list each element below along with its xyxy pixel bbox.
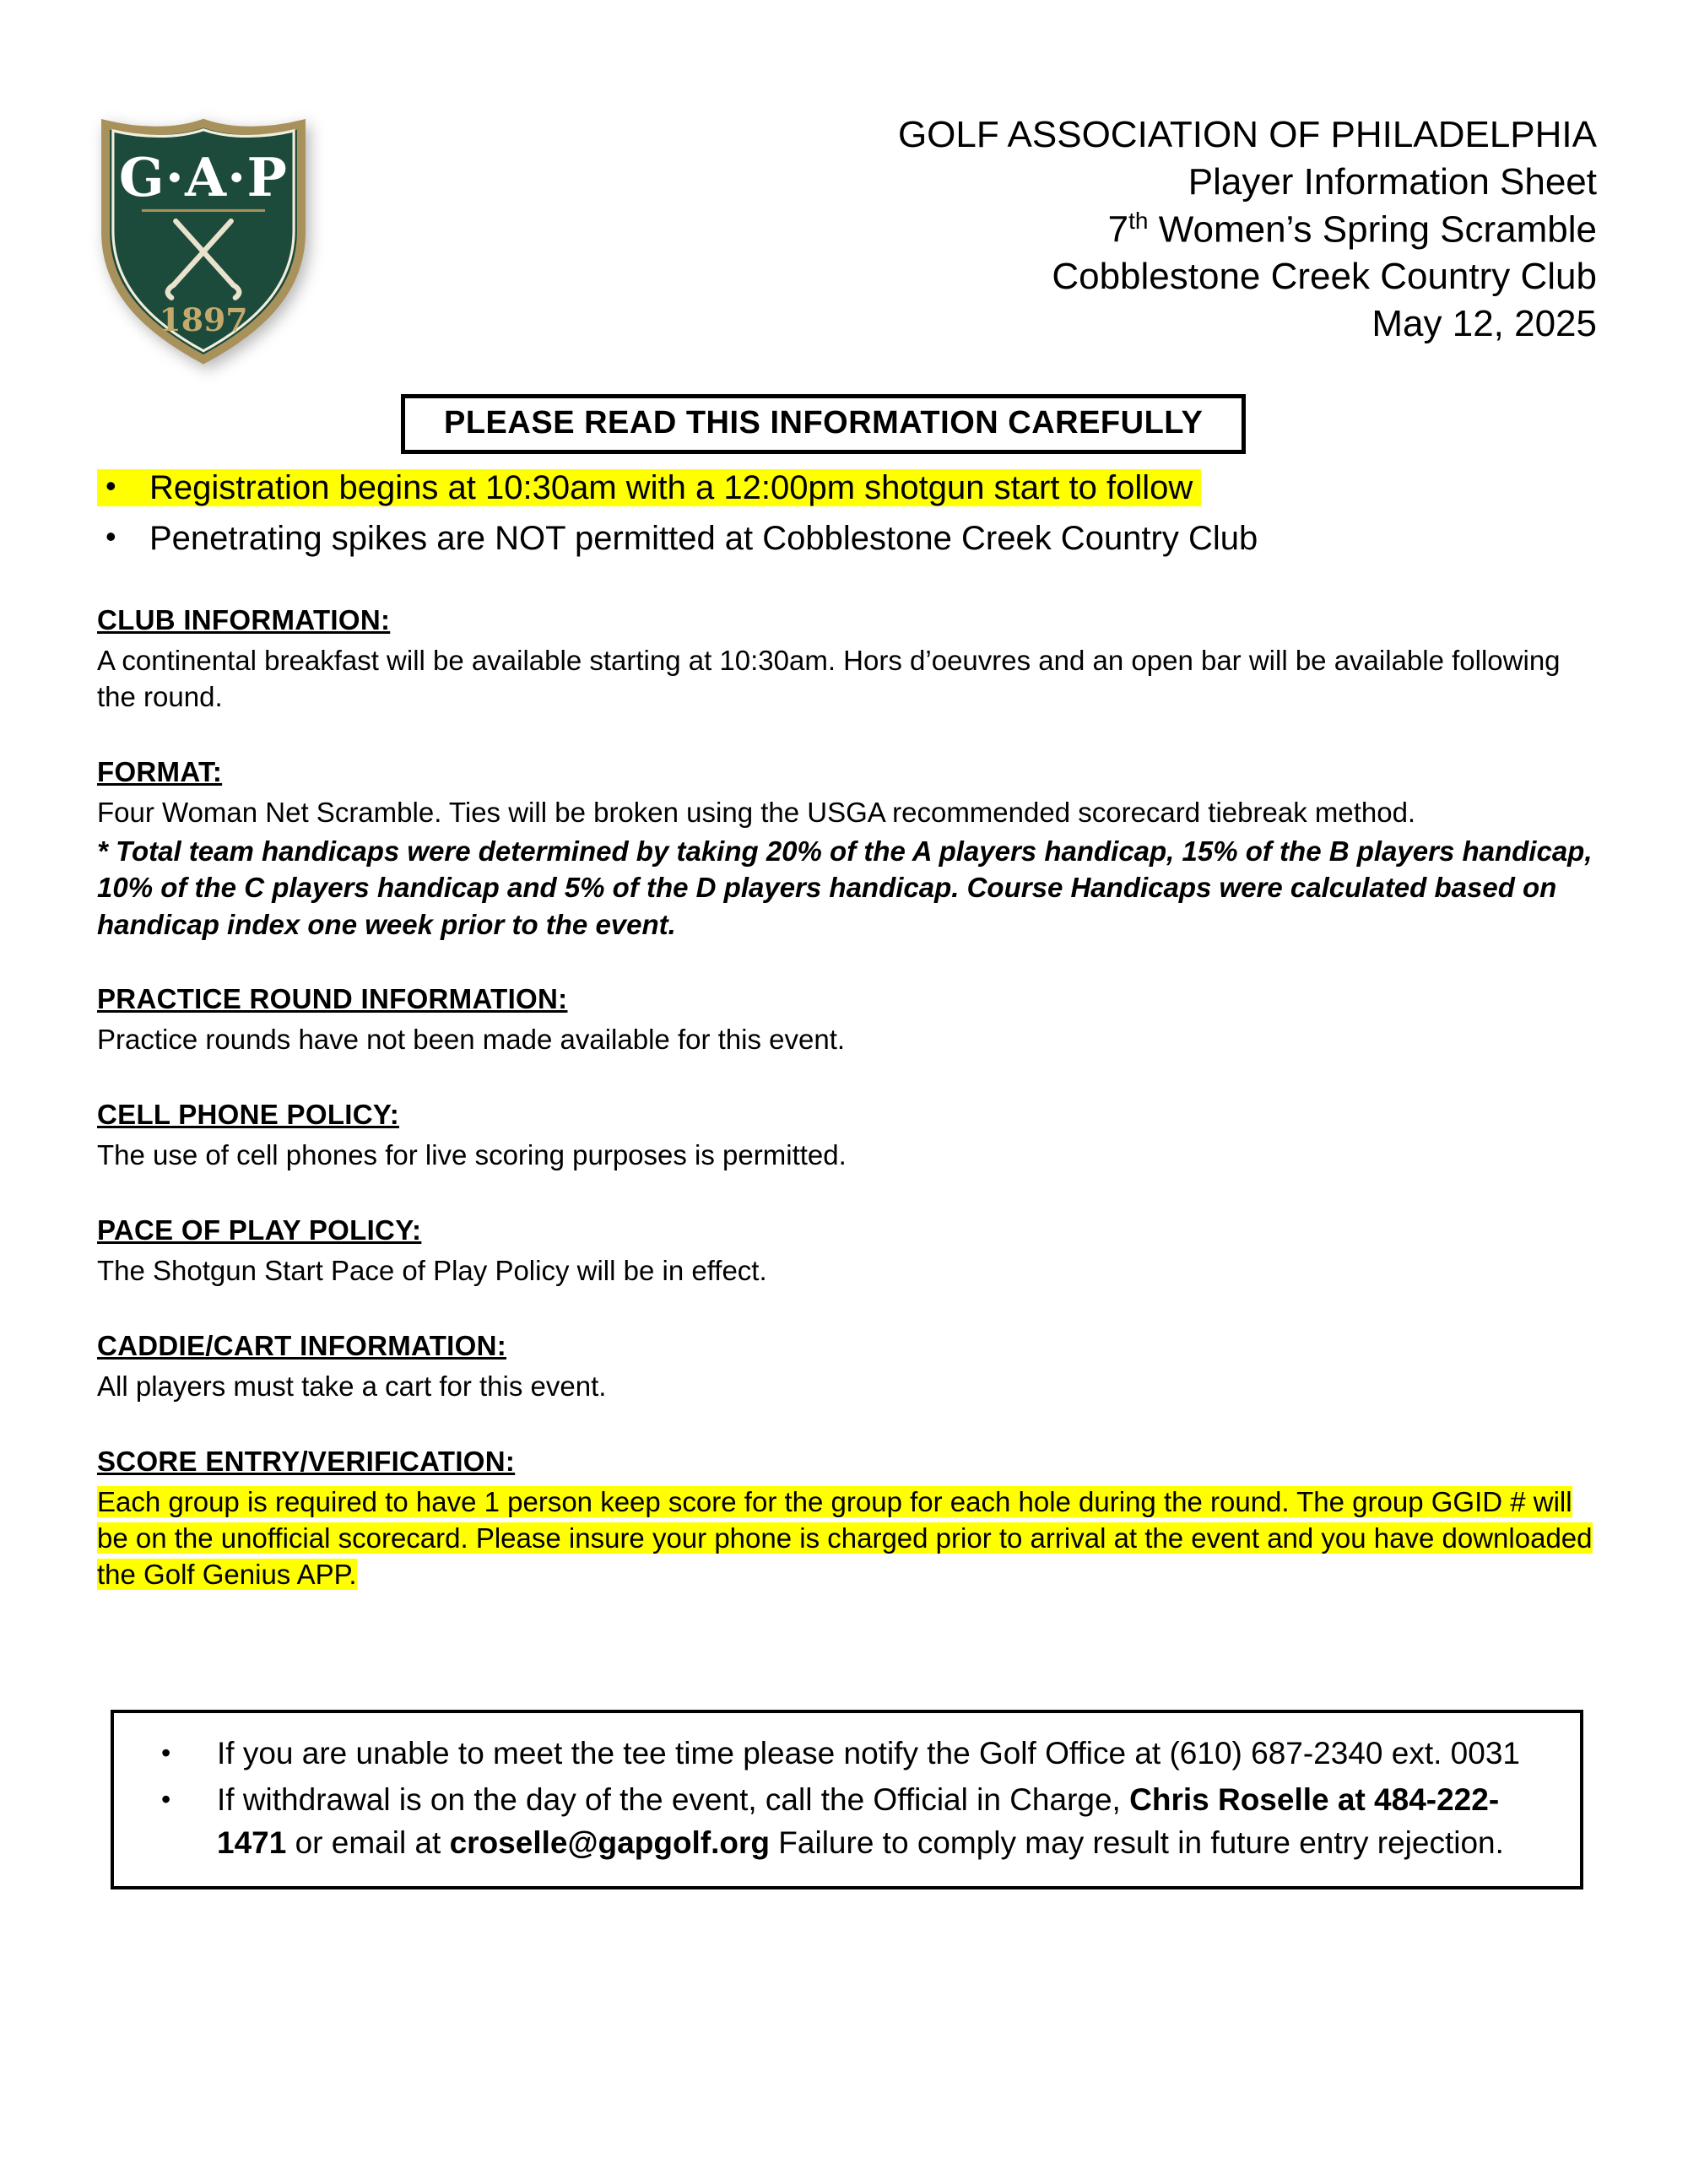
- official-in-charge: Chris Roselle at 484-222-1471: [217, 1781, 1500, 1860]
- section-heading: CELL PHONE POLICY:: [97, 1099, 400, 1131]
- official-email: croselle@gapgolf.org: [449, 1825, 771, 1860]
- section-club-information: [97, 604, 1597, 716]
- contact-bullet-tee-time: [161, 1732, 1555, 1775]
- event-name: 7th Women’s Spring Scramble: [1107, 207, 1597, 251]
- section-body: [97, 1484, 1597, 1593]
- section-heading: PRACTICE ROUND INFORMATION:: [97, 983, 568, 1015]
- contact-box: [111, 1710, 1583, 1889]
- logo-year: 1897: [159, 300, 248, 338]
- section-practice-round: [97, 983, 1597, 1058]
- bullet-marker: •: [161, 1783, 171, 1814]
- handicap-note: * Total team handicaps were determined by taking 20% of the A players handicap, 15% of the B players handicap, 10% of the C players handicap and 5% of the D players handicap. Course Handicaps were calculated based on handicap index one week prior to the event.: [97, 835, 1593, 940]
- read-carefully-box: PLEASE READ THIS INFORMATION CAREFULLY: [401, 394, 1246, 454]
- section-heading: PACE OF PLAY POLICY:: [97, 1214, 422, 1246]
- section-body: All players must take a cart for this event.: [97, 1370, 607, 1402]
- bullet-registration-text: Registration begins at 10:30am with a 12:00pm shotgun start to follow: [149, 469, 1193, 506]
- section-format: [97, 756, 1597, 943]
- info-sections: [97, 604, 1597, 1593]
- section-score-entry: [97, 1446, 1597, 1593]
- document-header: [97, 110, 1597, 372]
- contact-withdrawal-text: If withdrawal is on the day of the event, call the Official in Charge, Chris Roselle at 484-222-1471 or email at croselle@gapgolf.org Failure to comply may result in future entry rejection.: [217, 1781, 1504, 1860]
- gap-shield-logo: [97, 110, 359, 372]
- logo-acronym: G·A·P: [118, 145, 289, 208]
- section-body: A continental breakfast will be available starting at 10:30am. Hors d’oeuvres and an open bar will be available following the round.: [97, 645, 1561, 712]
- bullet-marker: •: [106, 468, 116, 503]
- event-date: May 12, 2025: [1372, 303, 1597, 345]
- section-caddie-cart: [97, 1330, 1597, 1405]
- bullet-spikes-text: Penetrating spikes are NOT permitted at Cobblestone Creek Country Club: [149, 520, 1258, 557]
- score-entry-highlight: Each group is required to have 1 person keep score for the group for each hole during the round. The group GGID # will be on the unofficial scorecard. Please insure your phone is charged prior to arrival at the event and you have downloaded the Golf Genius APP.: [97, 1485, 1593, 1590]
- section-heading: SCORE ENTRY/VERIFICATION:: [97, 1445, 516, 1477]
- section-body: Four Woman Net Scramble. Ties will be broken using the USGA recommended scorecard tiebreak method.: [97, 796, 1416, 828]
- bullet-registration: [97, 469, 1201, 506]
- document-type: Player Information Sheet: [1188, 160, 1597, 203]
- section-body: The use of cell phones for live scoring purposes is permitted.: [97, 1139, 847, 1171]
- organization-name: GOLF ASSOCIATION OF PHILADELPHIA: [897, 114, 1597, 155]
- contact-tee-time-text: If you are unable to meet the tee time please notify the Golf Office at (610) 687-2340 ext. 0031: [217, 1735, 1520, 1770]
- contact-bullet-withdrawal: [161, 1778, 1555, 1864]
- section-cell-phone-policy: [97, 1099, 1597, 1174]
- section-pace-of-play: [97, 1214, 1597, 1289]
- section-heading: CLUB INFORMATION:: [97, 604, 391, 635]
- section-heading: CADDIE/CART INFORMATION:: [97, 1329, 507, 1361]
- bullet-marker: •: [106, 519, 116, 554]
- gap-shield-logo-icon: [97, 115, 310, 368]
- venue-name: Cobblestone Creek Country Club: [1052, 256, 1597, 298]
- bullet-spikes: [97, 520, 1266, 557]
- key-notices: [97, 469, 1597, 557]
- section-body: The Shotgun Start Pace of Play Policy will be in effect.: [97, 1255, 767, 1287]
- bullet-marker: •: [161, 1737, 171, 1768]
- section-body: Practice rounds have not been made available for this event.: [97, 1024, 846, 1056]
- header-title-block: [359, 110, 1597, 348]
- section-heading: FORMAT:: [97, 755, 223, 787]
